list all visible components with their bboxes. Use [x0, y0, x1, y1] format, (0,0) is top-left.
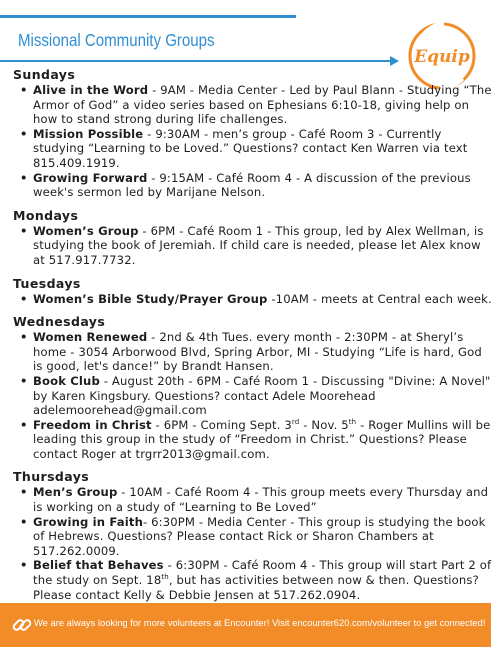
link-icon — [10, 613, 34, 637]
group-details: - 9:15AM - Café Room 4 - A discussion of the previous week's sermon led by Marijane Nelson. — [33, 170, 471, 200]
group-details: , but has activities between now & then. Questions? Please contact Kelly & Debbie Jensen at 517.262.0904. — [33, 573, 479, 602]
section-mondays — [13, 208, 493, 268]
list-item — [13, 127, 493, 171]
bullet-icon: • — [20, 223, 28, 238]
day-heading: Mondays — [13, 207, 79, 223]
list-item — [13, 374, 493, 418]
group-name: Mission Possible — [33, 126, 144, 141]
ordinal-suffix: th — [348, 417, 357, 426]
footer-text: We are always looking for more volunteers at Encounter! Visit encounter620.com/volunteer to get connected! — [34, 617, 486, 628]
group-name: Alive in the Word — [33, 83, 149, 97]
bullet-icon: • — [20, 126, 28, 141]
section-sundays — [13, 67, 493, 200]
group-details: - 6PM - Café Room 1 - This group, led by Alex Wellman, is studying the book of Jeremiah. If child care is needed, please let Alex know at 517.917.7732. — [33, 223, 484, 267]
group-details: - 9:30AM - men’s group - Café Room 3 - Currently studying “Learning to be Loved.” Questions? contact Ken Warren via text 815.409.1919. — [33, 126, 468, 170]
arrow-icon — [390, 56, 399, 66]
groups-list — [13, 67, 493, 610]
section-thursdays — [13, 469, 493, 602]
day-heading: Wednesdays — [13, 314, 106, 330]
bullet-icon: • — [20, 558, 28, 573]
day-heading: Thursdays — [13, 469, 90, 485]
bullet-icon: • — [20, 373, 28, 388]
day-heading: Sundays — [13, 67, 76, 82]
group-name: Women’s Bible Study/Prayer Group — [33, 291, 268, 306]
group-details: - 9AM - Media Center - Led by Paul Blann - Studying “The Armor of God” a video series based on Ephesians 6:10-18, giving help on how to stand strong during life challenges. — [33, 83, 492, 127]
list-item — [13, 171, 493, 200]
list-item — [13, 418, 493, 462]
page-title: Missional Community Groups — [18, 30, 215, 50]
top-rule — [0, 15, 296, 18]
list-item — [13, 83, 493, 127]
group-name: Belief that Behaves — [33, 558, 164, 573]
group-details: - 2nd & 4th Tues. every month - 2:30PM - at Sheryl’s home - 3054 Arborwood Blvd, Spring Arbor, MI - Studying “Life is hard, God is good, let's dance!” by Brandt Hansen. — [33, 330, 482, 374]
bullet-icon: • — [20, 417, 28, 432]
bullet-icon: • — [20, 170, 28, 185]
ordinal-suffix: rd — [291, 417, 300, 426]
section-tuesdays — [13, 276, 493, 307]
bullet-icon: • — [20, 514, 28, 529]
group-name: Growing in Faith — [33, 514, 143, 529]
bullet-icon: • — [20, 83, 28, 97]
header-arrow-line — [0, 60, 392, 62]
group-details: - Nov. 5 — [299, 417, 349, 432]
bullet-icon: • — [20, 330, 28, 345]
ordinal-suffix: th — [161, 573, 169, 582]
group-details: - 6:30PM - Café Room 4 - This group will start Part 2 of the study on Sept. 18 — [33, 558, 492, 588]
group-details: - 6:30PM - Media Center - This group is studying the book of Hebrews. Questions? Please contact Rick or Sharon Chambers at 517.262.0009. — [33, 514, 486, 558]
group-details: - Roger Mullins will be leading this group in the study of “Freedom in Christ.” Questions? Please contact Roger at trgrr2013@gmail.com. — [33, 417, 491, 461]
group-name: Book Club — [33, 373, 100, 388]
group-name: Men’s Group — [33, 485, 118, 500]
list-item — [13, 558, 493, 602]
footer-banner — [0, 603, 491, 647]
day-heading: Tuesdays — [13, 275, 81, 291]
list-item — [13, 330, 493, 374]
group-name: Freedom in Christ — [33, 417, 152, 432]
group-details: - August 20th - 6PM - Café Room 1 - Discussing "Divine: A Novel" by Karen Kingsbury. Questions? contact Adele Moorehead adelemoorehead@gmail.com — [33, 373, 491, 418]
group-name: Women’s Group — [33, 223, 139, 238]
logo-text: Equip — [414, 47, 470, 67]
bullet-icon: • — [20, 291, 28, 306]
list-item — [13, 485, 493, 514]
group-details: - 6PM - Coming Sept. 3 — [151, 417, 292, 432]
list-item — [13, 292, 493, 307]
list-item — [13, 224, 493, 268]
list-item — [13, 515, 493, 559]
group-name: Growing Forward — [33, 170, 148, 185]
group-details: -10AM - meets at Central each week. — [267, 291, 492, 306]
section-wednesdays — [13, 314, 493, 461]
group-name: Women Renewed — [33, 330, 148, 345]
group-details: - 10AM - Café Room 4 - This group meets every Thursday and is working on a study of “Learning to Be Loved” — [33, 485, 489, 515]
bullet-icon: • — [20, 485, 28, 500]
